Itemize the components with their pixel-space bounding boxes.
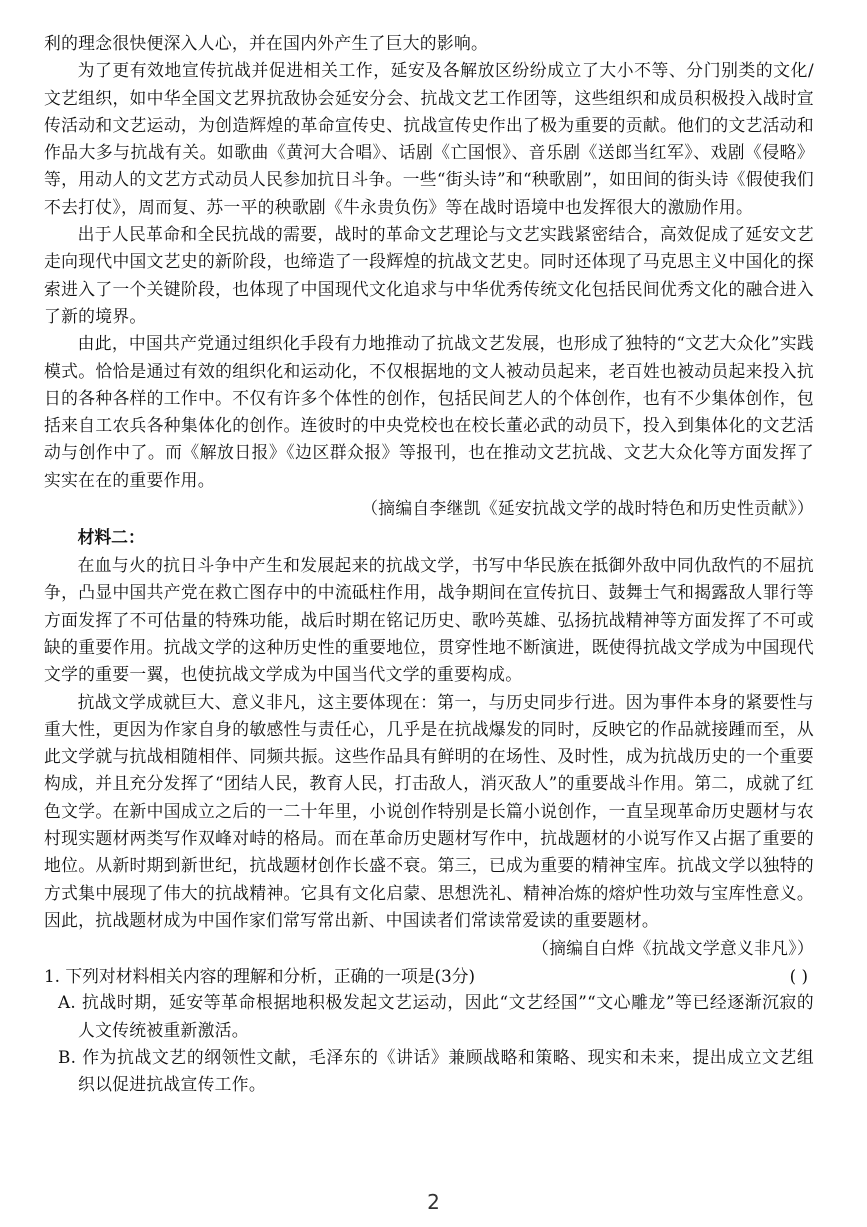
answer-blank: ( )	[789, 966, 808, 987]
material2-heading: 材料二：	[77, 527, 145, 548]
question-1-option-b: B. 作为抗战文艺的纲领性文献，毛泽东的《讲话》兼顾战略和策略、现实和未来，提出成立文艺组织以促进抗战宣传工作。	[58, 1046, 814, 1095]
material1-paragraph: 利的理念很快便深入人心，并在国内外产生了巨大的影响。	[44, 33, 489, 53]
question-1-option-a: A. 抗战时期，延安等革命根据地积极发起文艺运动，因此“文艺经国”“文心雕龙”等已经逐渐沉寂的人文传统被重新激活。	[58, 992, 814, 1040]
material2-source: （摘编自白烨《抗战文学意义非凡》）	[532, 938, 814, 959]
material1-paragraph: 为了更有效地宣传抗战并促进相关工作，延安及各解放区纷纷成立了大小不等、分门别类的文化/文艺组织，如中华全国文艺界抗敌协会延安分会、抗战文艺工作团等，这些组织和成员积极投入战时宣传活动和文艺运动，为创造辉煌的革命宣传史、抗战宣传史作出了极为重要的贡献。他们的文艺活动和作品大多与抗战有关。如歌曲《黄河大合唱》、话剧《亡国恨》、音乐剧《送郎当红军》、戏剧《侵略》等，用动人的文艺方式动员人民参加抗日斗争。一些“街头诗”和“秧歌剧”，如田间的街头诗《假使我们不去打仗》，周而复、苏一平的秧歌剧《牛永贵负伤》等在战时语境中也发挥很大的激励作用。	[44, 60, 815, 217]
material2-paragraph: 在血与火的抗日斗争中产生和发展起来的抗战文学，书写中华民族在抵御外敌中同仇敌忾的不屈抗争，凸显中国共产党在救亡图存中的中流砥柱作用，战争期间在宣传抗日、鼓舞士气和揭露敌人罪行等方面发挥了不可估量的特殊功能，战后时期在铭记历史、歌吟英雄、弘扬抗战精神等方面发挥了不可或缺的重要作用。抗战文学的这种历史性的重要地位，贯穿性地不断演进，既使得抗战文学成为中国现代文学的重要一翼，也使抗战文学成为中国当代文学的重要构成。	[44, 555, 814, 685]
material1-paragraph: 由此，中国共产党通过组织化手段有力地推动了抗战文艺发展，也形成了独特的“文艺大众化”实践模式。恰恰是通过有效的组织化和运动化，不仅根据地的文人被动员起来，老百姓也被动员起来投入抗日的各种各样的工作中。不仅有许多个体性的创作，包括民间艺人的个体创作，也有不少集体创作，包括来自工农兵各种集体化的创作。连彼时的中央党校也在校长董必武的动员下，投入到集体化的文艺活动与创作中了。而《解放日报》《边区群众报》等报刊，也在推动文艺抗战、文艺大众化等方面发挥了实实在在的重要作用。	[44, 333, 814, 490]
page-number: 2	[427, 1190, 440, 1214]
material2-paragraph: 抗战文学成就巨大、意义非凡，这主要体现在：第一，与历史同步行进。因为事件本身的紧要性与重大性，更因为作家自身的敏感性与责任心，几乎是在抗战爆发的同时，反映它的作品就接踵而至，从此文学就与抗战相随相伴、同频共振。这些作品具有鲜明的在场性、及时性，成为抗战历史的一个重要构成，并且充分发挥了“团结人民，教育人民，打击敌人，消灭敌人”的重要战斗作用。第二，成就了红色文学。在新中国成立之后的一二十年里，小说创作特别是长篇小说创作，一直呈现革命历史题材与农村现实题材两类写作双峰对峙的格局。而在革命历史题材写作中，抗战题材的小说写作又占据了重要的地位。从新时期到新世纪，抗战题材创作长盛不衰。第三，已成为重要的精神宝库。抗战文学以独特的方式集中展现了伟大的抗战精神。它具有文化启蒙、思想洗礼、精神冶炼的熔炉性功效与宝库性意义。因此，抗战题材成为中国作家们常写常出新、中国读者们常读常爱读的重要题材。	[44, 691, 814, 930]
material1-paragraph: 出于人民革命和全民抗战的需要，战时的革命文艺理论与文艺实践紧密结合，高效促成了延安文艺走向现代中国文艺史的新阶段，也缔造了一段辉煌的抗战文艺史。同时还体现了马克思主义中国化的探索进入了一个关键阶段，也体现了中国现代文化追求与中华优秀传统文化包括民间优秀文化的融合进入了新的境界。	[44, 224, 814, 326]
question-1-text: 1. 下列对材料相关内容的理解和分析，正确的一项是(3分)	[44, 966, 476, 987]
exam-page	[44, 30, 814, 1098]
material1-source: （摘编自李继凯《延安抗战文学的战时特色和历史性贡献》）	[361, 498, 814, 519]
question-1-stem	[44, 963, 814, 989]
